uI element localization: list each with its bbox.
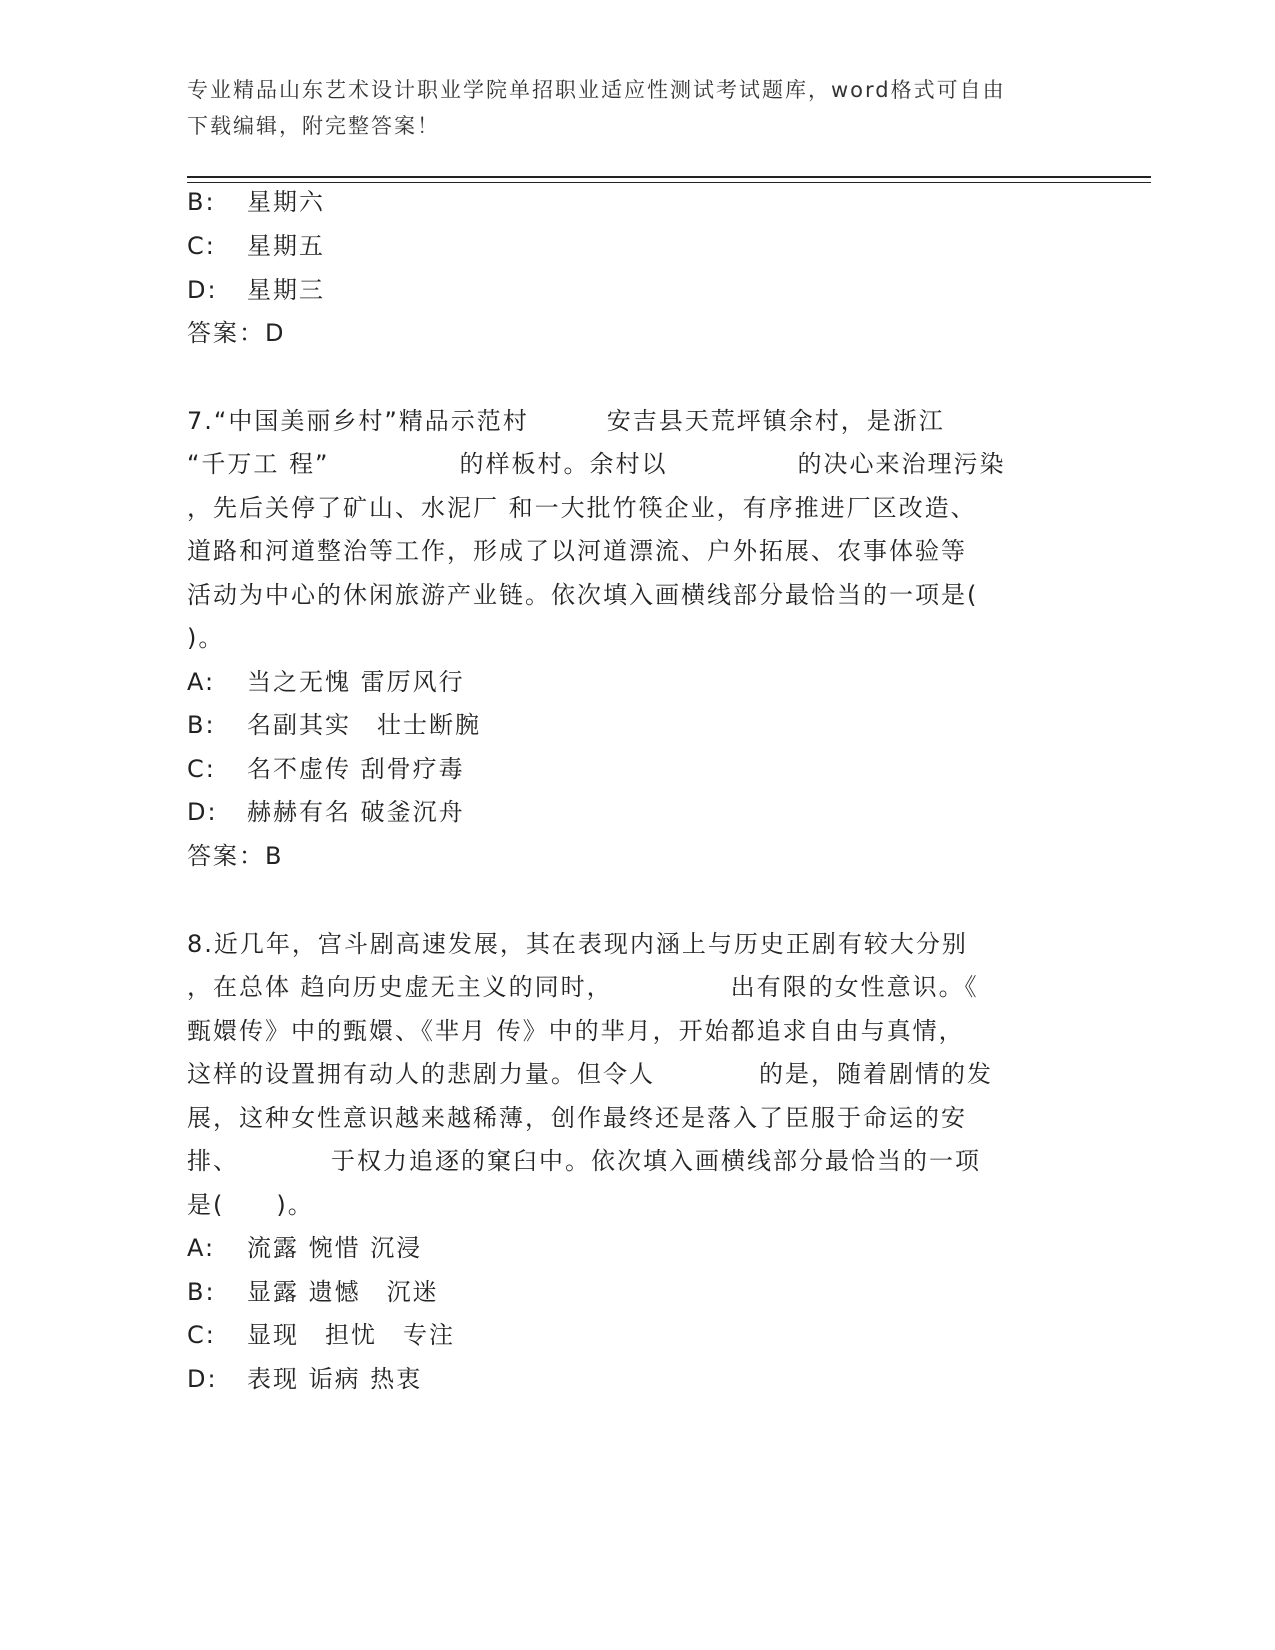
question-line: )。 [187, 624, 225, 652]
option-d: D: 表现 诟病 热衷 [187, 1365, 423, 1393]
question-line: 7.“中国美丽乡村”精品示范村 安吉县天荒坪镇余村，是浙江 [187, 407, 945, 435]
answer-text: 答案：D [187, 319, 286, 347]
option-d: D: 星期三 [187, 276, 325, 304]
option-c: C: 显现 担忧 专注 [187, 1321, 455, 1349]
question-line: 是( )。 [187, 1191, 314, 1219]
question-line: 道路和河道整治等工作，形成了以河道漂流、户外拓展、农事体验等 [187, 537, 967, 565]
question-line: 这样的设置拥有动人的悲剧力量。但令人 的是，随着剧情的发 [187, 1060, 993, 1088]
question-line: 展，这种女性意识越来越稀薄，创作最终还是落入了臣服于命运的安 [187, 1104, 967, 1132]
option-b: B: 名副其实 壮士断腕 [187, 711, 481, 739]
question-line: 甄嬛传》中的甄嬛、《芈月 传》中的芈月，开始都追求自由与真情， [187, 1017, 965, 1045]
option-a: A: 当之无愧 雷厉风行 [187, 668, 465, 696]
answer-text: 答案：B [187, 842, 284, 870]
question-line: 活动为中心的休闲旅游产业链。依次填入画横线部分最恰当的一项是( [187, 581, 979, 609]
option-d: D: 赫赫有名 破釜沉舟 [187, 798, 465, 826]
question-line: ，先后关停了矿山、水泥厂 和一大批竹筷企业，有序推进厂区改造、 [187, 494, 977, 522]
header-line-2: 下载编辑，附完整答案！ [187, 114, 440, 138]
option-c: C: 星期五 [187, 232, 325, 260]
page-header [187, 72, 1067, 144]
option-b: B: 显露 遗憾 沉迷 [187, 1278, 439, 1306]
option-c: C: 名不虚传 刮骨疗毒 [187, 755, 465, 783]
option-b: B: 星期六 [187, 188, 325, 216]
question-line: 排、 于权力追逐的窠臼中。依次填入画横线部分最恰当的一项 [187, 1147, 981, 1175]
question-line: “千万工 程” 的样板村。余村以 的决心来治理污染 [187, 450, 1006, 478]
header-line-1: 专业精品山东艺术设计职业学院单招职业适应性测试考试题库，word格式可自由 [187, 78, 1006, 102]
header-rule-thin [187, 182, 1151, 183]
question-line: ，在总体 趋向历史虚无主义的同时， 出有限的女性意识。《 [187, 973, 979, 1001]
header-rule-thick [187, 176, 1151, 178]
option-a: A: 流露 惋惜 沉浸 [187, 1234, 423, 1262]
question-line: 8.近几年，宫斗剧高速发展，其在表现内涵上与历史正剧有较大分别 [187, 930, 968, 958]
